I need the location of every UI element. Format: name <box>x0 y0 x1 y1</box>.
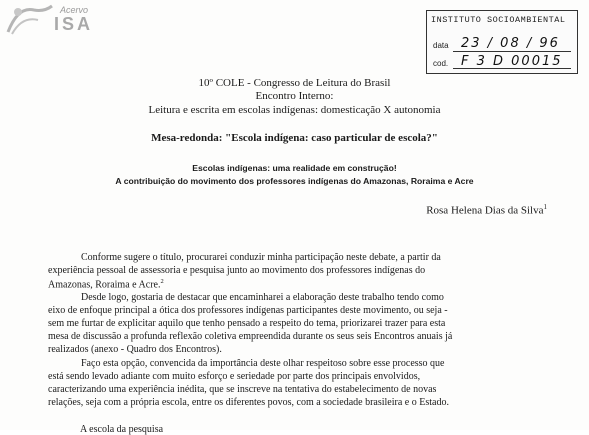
body-line-1: Conforme sugere o título, procurarei conduzir minha participação neste debate, a partir da <box>81 252 441 263</box>
logo-mark-icon <box>4 2 58 36</box>
stamp-institution: INSTITUTO SOCIOAMBIENTAL <box>431 15 566 25</box>
archive-stamp <box>426 10 578 74</box>
meeting-title: Encontro Interno: <box>255 90 334 102</box>
body-line-6: sem me furtar de explicitar aquilo que tenho pensado a respeito do tema, priorizarei trazer para esta <box>48 318 446 329</box>
body-line-12: relações, seja com a própria escola, entre os diferentes povos, com a sociedade brasileira e o Estado. <box>48 397 449 408</box>
stamp-cod-label: cod. <box>433 59 449 68</box>
isa-logo <box>4 2 108 38</box>
theme-title: Leitura e escrita em escolas indígenas: domesticação X autonomia <box>148 104 441 116</box>
body-line-4: Desde logo, gostaria de destacar que encaminharei a elaboração deste trabalho tendo como <box>81 292 444 303</box>
author-footnote-marker: 1 <box>543 203 547 211</box>
body-line-7: mesa de discussão a profunda reflexão coletiva empreendida durante os seus seis Encontros anuais já <box>48 331 453 342</box>
stamp-date-value: 23 / 08 / 96 <box>461 36 560 51</box>
body-line-11: caracterizando uma experiência inédita, que se inscreve na tentativa do estabelecimento de novas <box>48 384 437 395</box>
body-footnote-marker: 2 <box>160 278 164 285</box>
body-line-8: realizados (anexo - Quadro dos Encontros). <box>48 344 222 355</box>
author-name <box>426 203 547 217</box>
paper-subtitle-line-2: A contribuição do movimento dos professores indígenas do Amazonas, Roraima e Acre <box>115 176 474 186</box>
author-name-text: Rosa Helena Dias da Silva <box>426 204 544 217</box>
body-line-2: experiência pessoal de assessoria e pesquisa junto ao movimento dos professores indígenas do <box>48 265 426 276</box>
body-line-5: eixo de enfoque principal a ótica dos professores indígenas participantes deste movimento, ou seja - <box>48 305 448 316</box>
body-line-3-text: Amazonas, Roraima e Acre. <box>48 279 161 291</box>
logo-acervo-text: Acervo <box>60 5 89 15</box>
logo-isa-text: ISA <box>54 14 94 34</box>
body-line-9: Faço esta opção, convencida da importância deste olhar respeitoso sobre esse processo que <box>81 358 445 369</box>
body-line-3 <box>48 278 164 290</box>
paper-subtitle-line-1: Escolas indígenas: uma realidade em construção! <box>192 163 397 173</box>
roundtable-title: Mesa-redonda: "Escola indígena: caso particular de escola?" <box>151 132 438 144</box>
stamp-cod-value: F 3 D 00015 <box>461 54 563 69</box>
section-heading-cut: A escola da pesquisa <box>80 424 164 435</box>
stamp-date-line <box>453 51 571 52</box>
event-title: 10º COLE - Congresso de Leitura do Brasil <box>198 77 391 89</box>
body-line-10: está sendo levado adiante com muito esforço e seriedade por parte dos principais envolvidos, <box>48 371 421 382</box>
stamp-date-label: data <box>433 41 449 50</box>
